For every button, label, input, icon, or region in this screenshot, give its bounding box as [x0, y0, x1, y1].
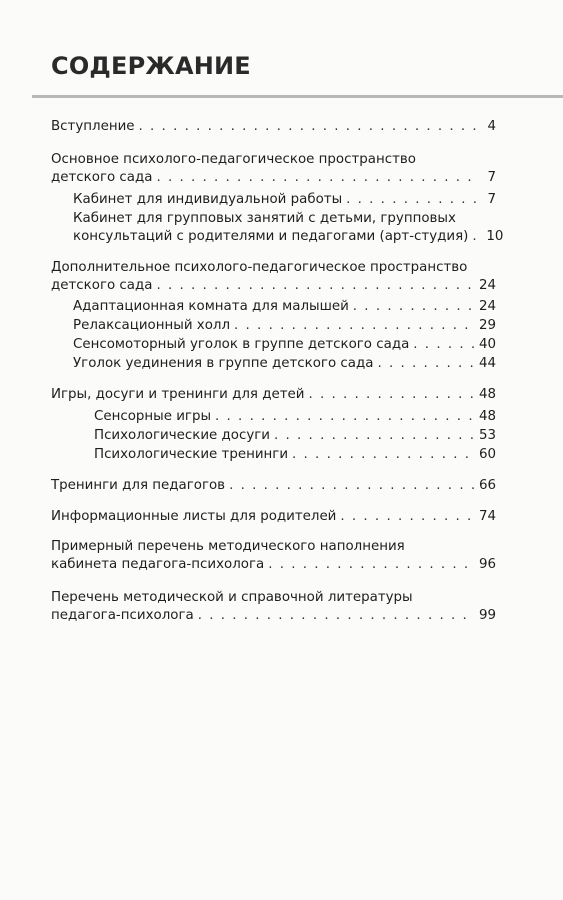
toc-entry: [51, 118, 496, 136]
toc-entry: [73, 336, 496, 354]
toc-entry: [73, 191, 496, 209]
toc-page-number: 7: [487, 170, 496, 185]
toc-entry-title: Основное психолого-педагогическое пространство: [51, 152, 416, 167]
toc-entry-title: Примерный перечень методического наполнения: [51, 539, 405, 554]
toc-entry-title: Уголок уединения в группе детского сада: [73, 356, 374, 371]
toc-entry: [94, 446, 496, 464]
toc-dot-leader: [472, 228, 482, 246]
toc-dot-leader: [139, 118, 478, 136]
toc-page-number: 29: [478, 318, 496, 333]
toc-page-number: 4: [487, 119, 496, 134]
toc-entry: [51, 508, 496, 526]
toc-entry: [51, 169, 496, 187]
toc-entry-title: консультаций с родителями и педагогами (арт-студия): [73, 229, 469, 244]
toc-dot-leader: [346, 191, 478, 209]
toc-entry-title: Дополнительное психолого-педагогическое пространство: [51, 260, 468, 275]
toc-entry: [51, 607, 496, 625]
toc-entry-title: Информационные листы для родителей: [51, 509, 337, 524]
toc-page-number: 48: [478, 409, 496, 424]
toc-entry-title: Перечень методической и справочной литературы: [51, 590, 413, 605]
toc-entry-title: Кабинет для групповых занятий с детьми, групповых: [73, 211, 456, 226]
toc-entry-title: Тренинги для педагогов: [51, 478, 226, 493]
toc-entry-title: Сенсорные игры: [94, 409, 212, 424]
toc-entry: [51, 259, 496, 277]
toc-dot-leader: [377, 355, 475, 373]
toc-dot-leader: [156, 169, 478, 187]
toc-page-number: 60: [478, 447, 496, 462]
toc-entry-title: детского сада: [51, 278, 153, 293]
toc-entry: [94, 427, 496, 445]
toc-dot-leader: [234, 317, 475, 335]
toc-entry-title: кабинета педагога-психолога: [51, 557, 265, 572]
toc-entry-title: Релаксационный холл: [73, 318, 231, 333]
toc-page-number: 99: [478, 608, 496, 623]
toc-dot-leader: [229, 477, 475, 495]
toc-dot-leader: [268, 556, 475, 574]
toc-page-number: 53: [478, 428, 496, 443]
toc-entry-title: Психологические тренинги: [94, 447, 289, 462]
toc-dot-leader: [292, 446, 475, 464]
toc-entry: [73, 317, 496, 335]
toc-entry: [51, 277, 496, 295]
toc-page-number: 10: [486, 229, 504, 244]
toc-dot-leader: [156, 277, 474, 295]
toc-entry-title: Психологические досуги: [94, 428, 271, 443]
toc-entry: [73, 228, 504, 246]
toc-page-number: 66: [478, 478, 496, 493]
toc-entry: [73, 355, 496, 373]
toc-entry-title: Игры, досуги и тренинги для детей: [51, 387, 305, 402]
toc-entry-title: Кабинет для индивидуальной работы: [73, 192, 343, 207]
toc-page-number: 24: [478, 299, 496, 314]
toc-entry: [94, 408, 496, 426]
toc-page-number: 40: [478, 337, 496, 352]
toc-dot-leader: [198, 607, 475, 625]
toc-page-number: 7: [487, 192, 496, 207]
toc-entry-title: Сенсомоторный уголок в группе детского сада: [73, 337, 410, 352]
toc-entry: [51, 556, 496, 574]
toc-dot-leader: [340, 508, 475, 526]
page-title: СОДЕРЖАНИЕ: [51, 52, 251, 80]
toc-entry: [73, 210, 496, 228]
toc-page-number: 48: [478, 387, 496, 402]
toc-dot-leader: [353, 298, 475, 316]
toc-dot-leader: [308, 386, 475, 404]
toc-entry: [51, 589, 496, 607]
toc-page-number: 96: [478, 557, 496, 572]
toc-entry-title: детского сада: [51, 170, 153, 185]
toc-dot-leader: [413, 336, 475, 354]
toc-entry-title: педагога-психолога: [51, 608, 194, 623]
title-rule: [32, 95, 563, 98]
toc-entry: [51, 477, 496, 495]
toc-entry: [51, 538, 496, 556]
toc-dot-leader: [215, 408, 475, 426]
toc-entry: [73, 298, 496, 316]
toc-page-number: 44: [478, 356, 496, 371]
toc-dot-leader: [274, 427, 475, 445]
toc-entry-title: Адаптационная комната для малышей: [73, 299, 349, 314]
toc-page-number: 74: [478, 509, 496, 524]
toc-entry: [51, 151, 496, 169]
toc-entry: [51, 386, 496, 404]
toc-entry-title: Вступление: [51, 119, 135, 134]
toc-page-number: 24: [478, 278, 496, 293]
